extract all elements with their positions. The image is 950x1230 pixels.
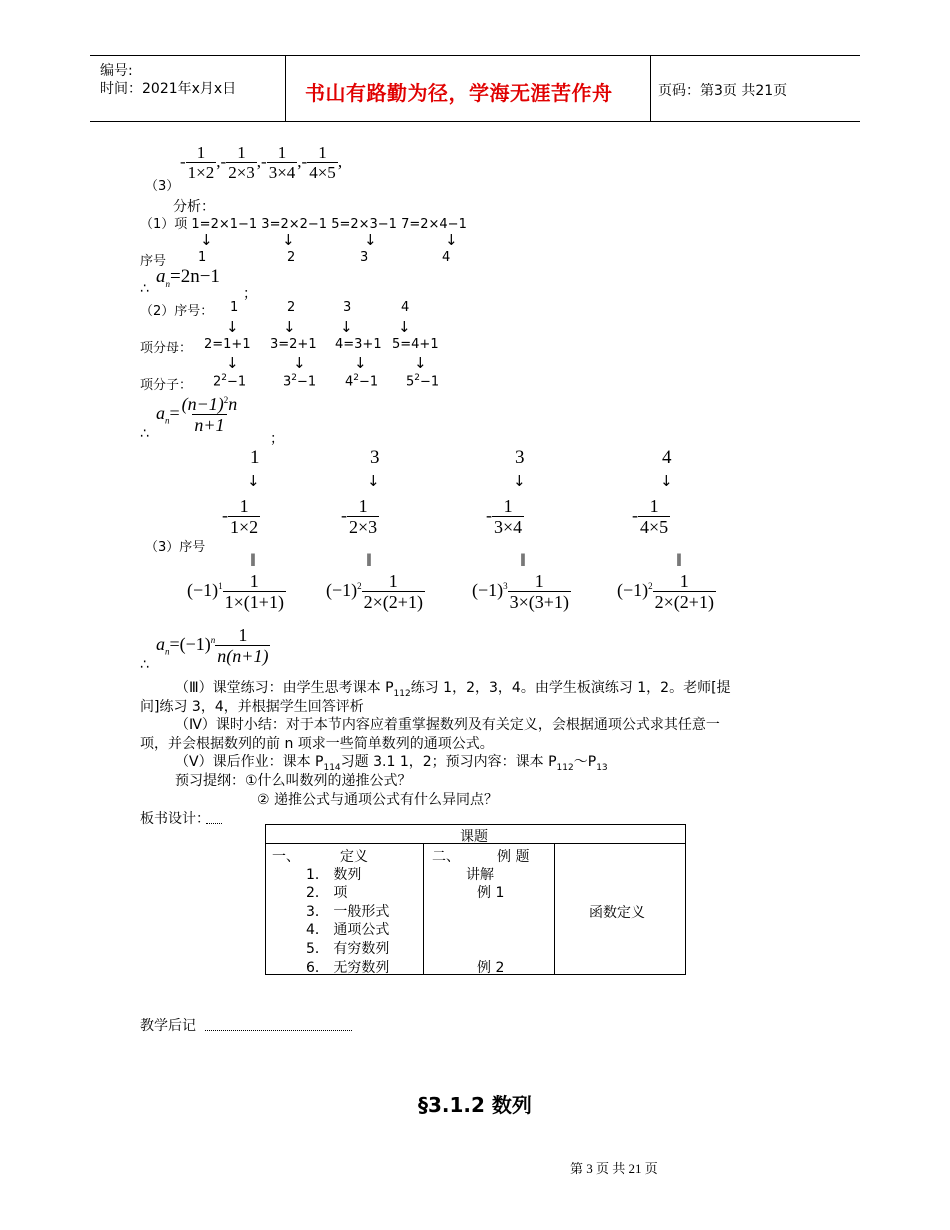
p2-den: 4=3+1 [335, 337, 382, 352]
arrow-down-icon: ↓ [414, 354, 427, 372]
p2-num: $5^2-1$ [406, 373, 440, 390]
p2-num: $4^2-1$ [345, 373, 379, 390]
arrow-down-icon: ↓ [513, 472, 526, 490]
p3-frac: - $\frac{1}{3\times 4}$ [486, 496, 523, 537]
p2-index: 4 [401, 300, 410, 315]
analysis-title: 分析： [173, 199, 215, 215]
definition-item: 3． 一般形式 [306, 904, 390, 920]
sequence-3-terms: - $\frac{1}{1\times 2}$ ,- $\frac{1}{2\times 3}$ ,- $\frac{1}{3\times 4}$ ,- $\frac{1}{4\times 5}$ , [180, 143, 343, 182]
equals-symbol: ‖ [366, 552, 372, 566]
equals-symbol: ‖ [250, 552, 256, 566]
p1-index: 4 [442, 250, 451, 265]
header-divider-left [285, 55, 286, 121]
col2-head-cont: 讲解 [466, 867, 494, 883]
p2-num: $3^2-1$ [283, 373, 317, 390]
col2-head: 例 题 [497, 849, 530, 865]
p1-index: 1 [198, 250, 207, 265]
header-bottom-rule [90, 121, 860, 122]
board-design-title: 板书设计： [140, 811, 210, 827]
board-header: 课题 [460, 829, 488, 845]
function-definition: 函数定义 [589, 905, 645, 921]
postscript-rule [205, 1030, 352, 1031]
equals-symbol: ‖ [520, 552, 526, 566]
formula-3: $a_n=(-1)^n$ $\frac{1}{n(n+1)}$ [156, 625, 269, 666]
p2-den-label: 项分母： [140, 341, 193, 356]
example-1: 例 1 [477, 885, 505, 901]
arrow-down-icon: ↓ [660, 472, 673, 490]
p2-index: 1 [230, 300, 239, 315]
p3-signed-frac: $(-1)^3$ $\frac{1}{3\times(3+1)}$ [472, 571, 569, 612]
section-iv-line2: 项，并会根据数列的前 n 项求一些简单数列的通项公式。 [140, 736, 494, 752]
definition-item: 1． 数列 [306, 867, 362, 883]
arrow-down-icon: ↓ [354, 354, 367, 372]
p3-frac: - $\frac{1}{1\times 2}$ [222, 496, 259, 537]
teaching-postscript: 教学后记 [140, 1018, 196, 1034]
header-divider-right [650, 55, 651, 121]
definition-item: 6． 无穷数列 [306, 960, 390, 976]
p3-index-label: （3）序号 [145, 540, 206, 555]
p3-frac: - $\frac{1}{4\times 5}$ [632, 496, 669, 537]
document-number-label: 编号: [100, 63, 133, 79]
semicolon: ； [270, 431, 284, 447]
p3-top-index: 4 [662, 447, 672, 468]
header-top-rule [90, 55, 860, 56]
header-page-info: 页码：第3页 共21页 [658, 83, 788, 99]
p2-num-label: 项分子： [140, 378, 193, 393]
section-iv-line1: （Ⅳ）课时小结：对于本节内容应着重掌握数列及有关定义，会根据通项公式求其任意一 [175, 717, 720, 733]
preview-outline-1: 预习提纲：①什么叫数列的递推公式？ [175, 773, 412, 789]
preview-outline-2: ② 递推公式与通项公式有什么异同点？ [257, 792, 498, 808]
p3-frac: - $\frac{1}{2\times 3}$ [341, 496, 378, 537]
p3-top-index: 1 [250, 447, 260, 468]
arrow-down-icon: ↓ [283, 318, 296, 336]
col1-head: 定义 [340, 849, 368, 865]
semicolon: ； [243, 286, 257, 302]
equals-symbol: ‖ [676, 552, 682, 566]
arrow-down-icon: ↓ [293, 354, 306, 372]
section-heading: §3.1.2 数列 [418, 1093, 532, 1117]
p2-den: 3=2+1 [270, 337, 317, 352]
section-v-line: （V）课后作业：课本 $P_{114}$习题 3.1 1，2；预习内容：课本 $P_{112}\sim P_{13}$ [175, 754, 608, 773]
col1-head-num: 一、 [272, 849, 300, 865]
definition-item: 4． 通项公式 [306, 922, 390, 938]
p1-index: 3 [360, 250, 369, 265]
therefore-symbol: ∴ [140, 281, 149, 297]
page-footer: 第 3 页 共 21 页 [570, 1161, 658, 1176]
therefore-symbol: ∴ [140, 426, 149, 442]
document-time-label: 时间：2021年x月x日 [100, 81, 237, 97]
section-iii-line2: 问]练习 3，4，并根据学生回答评析 [140, 699, 364, 715]
p1-index: 2 [287, 250, 296, 265]
therefore-symbol: ∴ [140, 657, 149, 673]
arrow-down-icon: ↓ [226, 354, 239, 372]
p2-index: 2 [287, 300, 296, 315]
arrow-down-icon: ↓ [340, 318, 353, 336]
p3-top-index: 3 [370, 447, 380, 468]
arrow-down-icon: ↓ [364, 231, 377, 249]
p2-index: 3 [343, 300, 352, 315]
p3-top-index: 3 [515, 447, 525, 468]
arrow-down-icon: ↓ [398, 318, 411, 336]
p2-num: $2^2-1$ [213, 373, 247, 390]
p2-den: 5=4+1 [392, 337, 439, 352]
arrow-down-icon: ↓ [247, 472, 260, 490]
definition-item: 2． 项 [306, 885, 348, 901]
formula-1: $a_n=2n-1$ [156, 266, 220, 289]
example-2: 例 2 [477, 960, 505, 976]
arrow-down-icon: ↓ [200, 231, 213, 249]
arrow-down-icon: ↓ [226, 318, 239, 336]
header-motto: 书山有路勤为径，学海无涯苦作舟 [305, 81, 613, 105]
dotted-rule [206, 823, 222, 824]
definition-item: 5． 有穷数列 [306, 941, 390, 957]
arrow-down-icon: ↓ [367, 472, 380, 490]
p2-den: 2=1+1 [204, 337, 251, 352]
arrow-down-icon: ↓ [445, 231, 458, 249]
board-col-divider [554, 843, 555, 974]
col2-head-num: 二、 [432, 849, 460, 865]
p3-signed-frac: $(-1)^2$ $\frac{1}{2\times(2+1)}$ [326, 571, 423, 612]
p3-signed-frac: $(-1)^1$ $\frac{1}{1\times(1+1)}$ [187, 571, 284, 612]
sequence-3-label: （3） [145, 179, 180, 194]
analysis-p1-terms: （1）项 1=2×1−1 3=2×2−1 5=2×3−1 7=2×4−1 [140, 217, 467, 232]
p1-index-label: 序号 [140, 254, 167, 269]
p3-signed-frac: $(-1)^2$ $\frac{1}{2\times(2+1)}$ [617, 571, 714, 612]
arrow-down-icon: ↓ [282, 231, 295, 249]
section-iii-line1: （Ⅲ）课堂练习：由学生思考课本 $P_{112}$练习 1，2，3，4。由学生板演练习 1，2。老师[提 [175, 680, 731, 699]
formula-2: $a_n=$ $\frac{(n-1)^2n}{n+1}$ [156, 394, 238, 435]
board-col-divider [423, 843, 424, 974]
p2-index-label: （2）序号： [140, 304, 214, 319]
